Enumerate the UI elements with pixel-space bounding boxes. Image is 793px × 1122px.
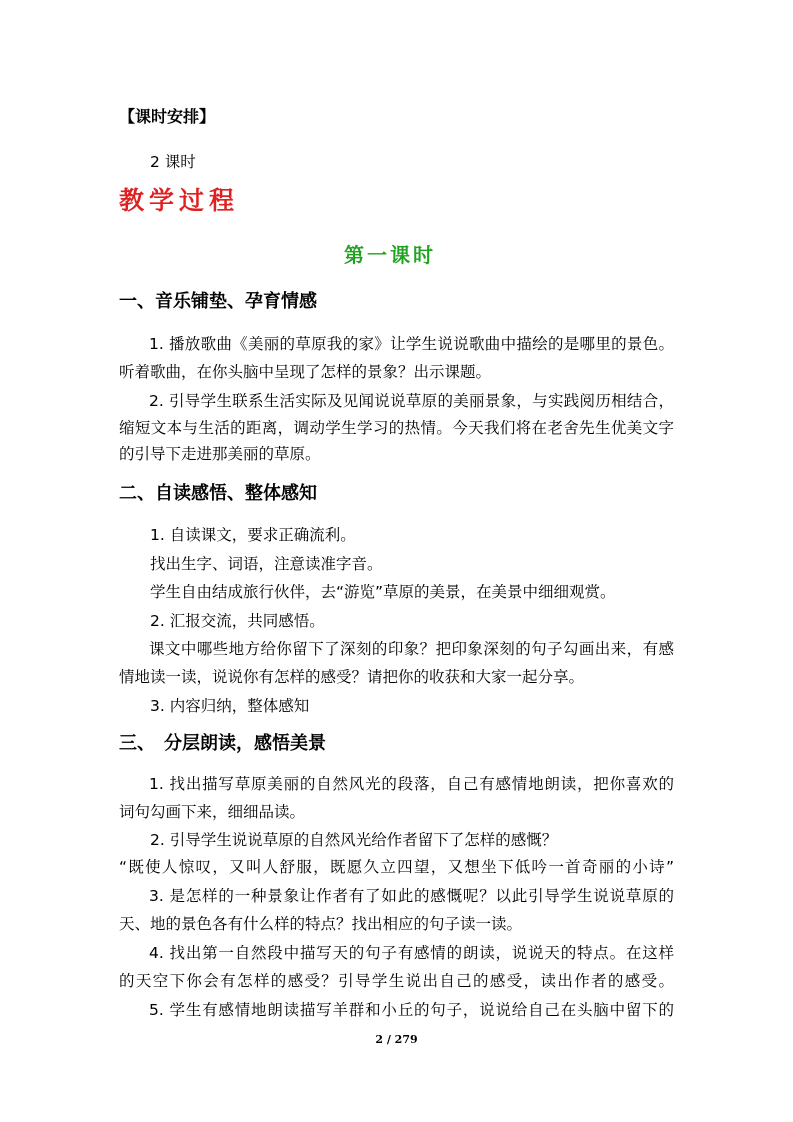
paragraph-line: 的引导下走进那美丽的草原。 bbox=[119, 445, 321, 463]
page-indicator: 2 / 279 bbox=[375, 1033, 418, 1046]
paragraph-line: 5. 学生有感情地朗读描写羊群和小丘的句子，说说给自己在头脑中留下的 bbox=[149, 1001, 674, 1019]
schedule-value: 2 课时 bbox=[150, 153, 196, 171]
paragraph-line: 3. 内容归纳，整体感知 bbox=[150, 697, 310, 715]
paragraph-line: 的天空下你会有怎样的感受？引导学生说出自己的感受，读出作者的感受。 bbox=[119, 972, 674, 990]
paragraph-line: 1. 播放歌曲《美丽的草原我的家》让学生说说歌曲中描绘的是哪里的景色。 bbox=[149, 335, 674, 353]
paragraph-line: 课文中哪些地方给你留下了深刻的印象？把印象深刻的句子勾画出来，有感 bbox=[149, 640, 674, 658]
paragraph-line: 1. 找出描写草原美丽的自然风光的段落，自己有感情地朗读，把你喜欢的 bbox=[149, 775, 674, 793]
paragraph-line: 3. 是怎样的一种景象让作者有了如此的感慨呢？以此引导学生说说草原的 bbox=[149, 887, 674, 905]
main-title: 教学过程 bbox=[119, 186, 240, 215]
paragraph-line: 情地读一读，说说你有怎样的感受？请把你的收获和大家一起分享。 bbox=[119, 668, 585, 686]
lesson-title: 第一课时 bbox=[344, 243, 436, 267]
paragraph-line: 缩短文本与生活的距离，调动学生学习的热情。今天我们将在老舍先生优美文字 bbox=[119, 419, 674, 437]
paragraph-line: 2. 引导学生联系生活实际及见闻说说草原的美丽景象，与实践阅历相结合， bbox=[149, 392, 674, 410]
section-2-heading: 二、自读感悟、整体感知 bbox=[119, 483, 317, 504]
paragraph-line: 2. 引导学生说说草原的自然风光给作者留下了怎样的感慨？ bbox=[150, 831, 558, 849]
paragraph-line: 学生自由结成旅行伙伴，去“游览”草原的美景，在美景中细细观赏。 bbox=[150, 583, 616, 601]
paragraph-line: 找出生字、词语，注意读准字音。 bbox=[150, 555, 383, 573]
paragraph-line: 1. 自读课文，要求正确流利。 bbox=[150, 526, 356, 544]
section-1-heading: 一、音乐铺垫、孕育情感 bbox=[119, 291, 317, 312]
schedule-title: 【课时安排】 bbox=[119, 107, 216, 126]
paragraph-line: 2. 汇报交流，共同感悟。 bbox=[150, 612, 325, 630]
paragraph-line: 天、地的景色各有什么样的特点？找出相应的句子读一读。 bbox=[119, 915, 523, 933]
paragraph-line: 听着歌曲，在你头脑中呈现了怎样的景象？出示课题。 bbox=[119, 363, 492, 381]
paragraph-line: 4. 找出第一自然段中描写天的句子有感情的朗读，说说天的特点。在这样 bbox=[149, 944, 674, 962]
section-3-heading: 三、 分层朗读，感悟美景 bbox=[119, 733, 326, 754]
paragraph-line: 词句勾画下来，细细品读。 bbox=[119, 803, 306, 821]
paragraph-line: “既使人惊叹，又叫人舒服，既愿久立四望，又想坐下低吟一首奇丽的小诗” bbox=[119, 858, 674, 876]
